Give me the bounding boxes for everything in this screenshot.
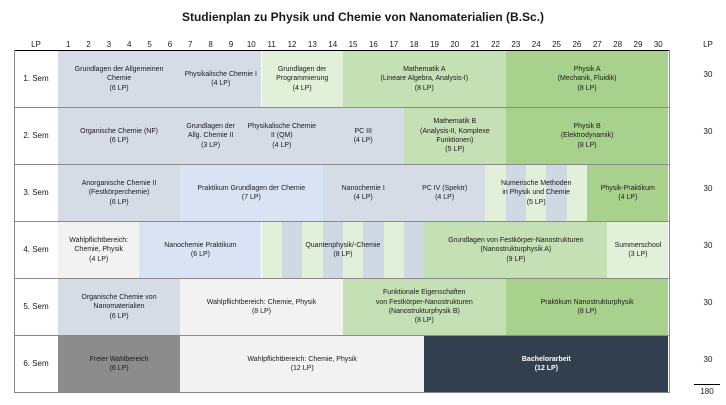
module-text: (9 LP) <box>506 255 526 263</box>
module-text: (3 LP) <box>628 251 648 258</box>
module-cell[interactable] <box>323 165 404 221</box>
module-text: (4 LP) <box>618 194 638 201</box>
module-text: (4 LP) <box>292 84 312 92</box>
column-number: 7 <box>188 40 193 49</box>
semester-label: 4. Sem <box>23 245 49 254</box>
module-text: Organische Chemie von <box>81 293 157 301</box>
module-text: PC III <box>354 127 372 135</box>
module-cell[interactable] <box>404 165 485 221</box>
module-text: (5 LP) <box>445 146 465 154</box>
column-number: 1 <box>65 40 71 49</box>
module-text: Nanochemie I <box>341 184 385 192</box>
module-text: (6 LP) <box>109 365 129 372</box>
semester-lp: 30 <box>703 241 713 250</box>
module-cell[interactable] <box>323 108 404 164</box>
module-text: (7 LP) <box>241 194 261 201</box>
column-number: 17 <box>389 40 399 49</box>
module-text: Freier Wahlbereich <box>89 355 149 363</box>
semester-label: 1. Sem <box>23 74 49 83</box>
module-cell[interactable] <box>180 336 424 392</box>
module-cell[interactable] <box>58 279 180 335</box>
module-text: (Nanostrukturphysik B) <box>388 308 460 315</box>
lp-header-right: LP <box>703 40 713 49</box>
column-number: 15 <box>348 40 358 49</box>
column-number: 14 <box>328 40 338 49</box>
column-number: 25 <box>552 40 562 49</box>
module-text: (6 LP) <box>109 312 129 320</box>
module-text: (5 LP) <box>526 198 546 206</box>
semester-lp: 30 <box>703 127 713 136</box>
column-number: 24 <box>531 40 541 49</box>
module-text: Nanochemie Praktikum <box>164 241 237 249</box>
module-cell[interactable] <box>58 336 180 392</box>
module-text: Physikalische Chemie <box>247 122 317 130</box>
module-cell[interactable] <box>607 222 668 278</box>
module-text: Funktionen) <box>436 137 474 144</box>
module-text: (12 LP) <box>290 365 314 372</box>
module-text: Physik-Praktikum <box>600 184 655 192</box>
module-text: in Physik und Chemie <box>502 189 571 197</box>
module-text: II (QM) <box>270 132 293 140</box>
column-number: 3 <box>106 40 112 49</box>
module-cell[interactable] <box>58 165 180 221</box>
column-number: 5 <box>147 40 152 49</box>
module-text: Nanomaterialien <box>93 303 145 311</box>
module-cell[interactable] <box>262 222 425 278</box>
column-number: 23 <box>511 40 521 49</box>
column-number: 9 <box>228 40 234 49</box>
module-text: (8 LP) <box>577 308 597 315</box>
module-cell[interactable] <box>424 222 607 278</box>
module-text: (8 LP) <box>414 317 434 325</box>
module-text: (Nanostrukturphysik A) <box>480 246 552 254</box>
column-number: 26 <box>572 40 582 49</box>
module-text: Organische Chemie (NF) <box>80 127 158 135</box>
module-cell[interactable] <box>506 108 669 164</box>
module-cell[interactable] <box>180 51 261 107</box>
module-text: (6 LP) <box>190 251 210 258</box>
row-separator <box>14 392 669 393</box>
module-text: (8 LP) <box>577 141 597 149</box>
module-text: (12 LP) <box>534 365 559 372</box>
column-number: 4 <box>126 40 132 49</box>
module-cell[interactable] <box>180 279 343 335</box>
column-number: 27 <box>592 40 602 49</box>
module-text: (6 LP) <box>109 84 129 92</box>
module-text: (6 LP) <box>109 198 129 206</box>
grid-right-border <box>669 50 670 393</box>
module-text: Bachelorarbeit <box>521 355 571 363</box>
column-number: 19 <box>430 40 439 49</box>
module-text: (8 LP) <box>414 84 434 92</box>
module-text: Wahlpflichtbereich: Chemie, Physik <box>206 298 317 306</box>
module-cell[interactable] <box>262 51 343 107</box>
lp-header-left: LP <box>31 40 41 49</box>
module-text: (8 LP) <box>251 308 272 315</box>
column-number: 6 <box>167 40 173 49</box>
column-number: 29 <box>633 40 643 49</box>
module-text: (8 LP) <box>333 251 353 258</box>
module-cell[interactable] <box>58 108 180 164</box>
module-text: Chemie <box>106 75 132 83</box>
module-text: (Lineare Algebra, Analysis-I) <box>380 75 469 83</box>
module-text: Physik B <box>573 122 601 130</box>
column-number: 20 <box>450 40 460 49</box>
module-text: PC IV (Spektr) <box>422 184 468 192</box>
column-number: 8 <box>208 40 213 49</box>
module-cell[interactable] <box>58 51 180 107</box>
module-text: Wahlpflichtbereich: <box>69 236 129 244</box>
module-cell[interactable] <box>343 51 506 107</box>
module-text: Physik A <box>573 65 601 73</box>
module-cell[interactable] <box>343 279 506 335</box>
column-number: 10 <box>246 40 256 49</box>
column-number: 12 <box>287 40 297 49</box>
module-text: Grundlagen der <box>277 65 327 73</box>
semester-label: 2. Sem <box>23 131 49 140</box>
module-text: (8 LP) <box>577 84 597 92</box>
module-text: Physikalische Chemie I <box>184 70 257 78</box>
module-cell[interactable] <box>180 165 322 221</box>
module-text: Mathematik B <box>433 118 477 126</box>
semester-label: 6. Sem <box>23 359 49 368</box>
module-text: Anorganische Chemie II <box>81 179 157 187</box>
module-text: Chemie, Physik <box>74 246 124 254</box>
semester-label: 3. Sem <box>23 188 49 197</box>
column-number: 28 <box>613 40 623 49</box>
module-text: von Festkörper-Nanostrukturen <box>375 298 473 306</box>
module-text: Wahlpflichtbereich: Chemie, Physik <box>247 355 357 363</box>
module-text: (4 LP) <box>435 194 455 201</box>
semester-lp: 30 <box>703 184 713 193</box>
column-number: 13 <box>307 40 317 49</box>
semester-lp: 30 <box>703 70 713 79</box>
module-text: (4 LP) <box>89 255 109 263</box>
module-text: Allg. Chemie II <box>187 132 234 140</box>
module-cell[interactable] <box>506 279 669 335</box>
module-text: (4 LP) <box>272 141 292 149</box>
module-text: (3 LP) <box>201 141 221 149</box>
module-text: (Mechanik, Fluidik) <box>557 75 617 83</box>
module-cell[interactable] <box>506 51 669 107</box>
semester-lp: 30 <box>703 355 713 364</box>
semester-label: 5. Sem <box>23 302 49 311</box>
column-number: 30 <box>653 40 663 49</box>
module-text: Grundlagen von Festkörper-Nanostrukturen <box>448 236 584 244</box>
module-text: (Elektrodynamik) <box>560 132 614 140</box>
module-text: (Analysis-II, Komplexe <box>419 127 490 135</box>
column-number: 21 <box>470 40 480 49</box>
module-text: (4 LP) <box>353 137 373 144</box>
module-cell[interactable] <box>139 222 261 278</box>
module-text: (6 LP) <box>109 137 129 144</box>
column-number: 18 <box>409 40 419 49</box>
module-text: Programmierung <box>276 75 329 83</box>
module-text: (4 LP) <box>211 80 231 87</box>
module-cell[interactable] <box>485 165 587 221</box>
module-cell[interactable] <box>587 165 668 221</box>
module-text: Praktikum Nanostrukturphysik <box>540 298 634 306</box>
semester-lp: 30 <box>703 298 713 307</box>
module-text: Funktionale Eigenschaften <box>383 289 466 297</box>
module-text: Summerschool <box>614 241 662 249</box>
module-cell[interactable] <box>180 108 241 164</box>
module-text: Praktikum Grundlagen der Chemie <box>197 184 306 192</box>
module-text: (4 LP) <box>353 194 373 201</box>
module-cell[interactable] <box>58 222 139 278</box>
column-number: 2 <box>86 40 91 49</box>
module-cell[interactable] <box>404 108 506 164</box>
module-text: Mathematik A <box>403 65 446 73</box>
module-text: Grundlagen der Allgemeinen <box>74 65 164 73</box>
grid-left-border <box>14 50 15 393</box>
module-text: (Festkörperchemie) <box>88 189 150 197</box>
module-cell[interactable] <box>241 108 322 164</box>
total-lp: 180 <box>694 384 720 396</box>
module-text: Grundlagen der <box>186 122 235 130</box>
column-number: 16 <box>368 40 378 49</box>
page-title: Studienplan zu Physik und Chemie von Nanomaterialien (B.Sc.) <box>181 10 545 24</box>
module-text: Quantenphysik/-Chemie <box>305 241 381 249</box>
column-number: 22 <box>491 40 500 49</box>
module-cell[interactable] <box>424 336 668 392</box>
module-text: Numerische Methoden <box>501 179 572 187</box>
column-number: 11 <box>267 40 276 49</box>
